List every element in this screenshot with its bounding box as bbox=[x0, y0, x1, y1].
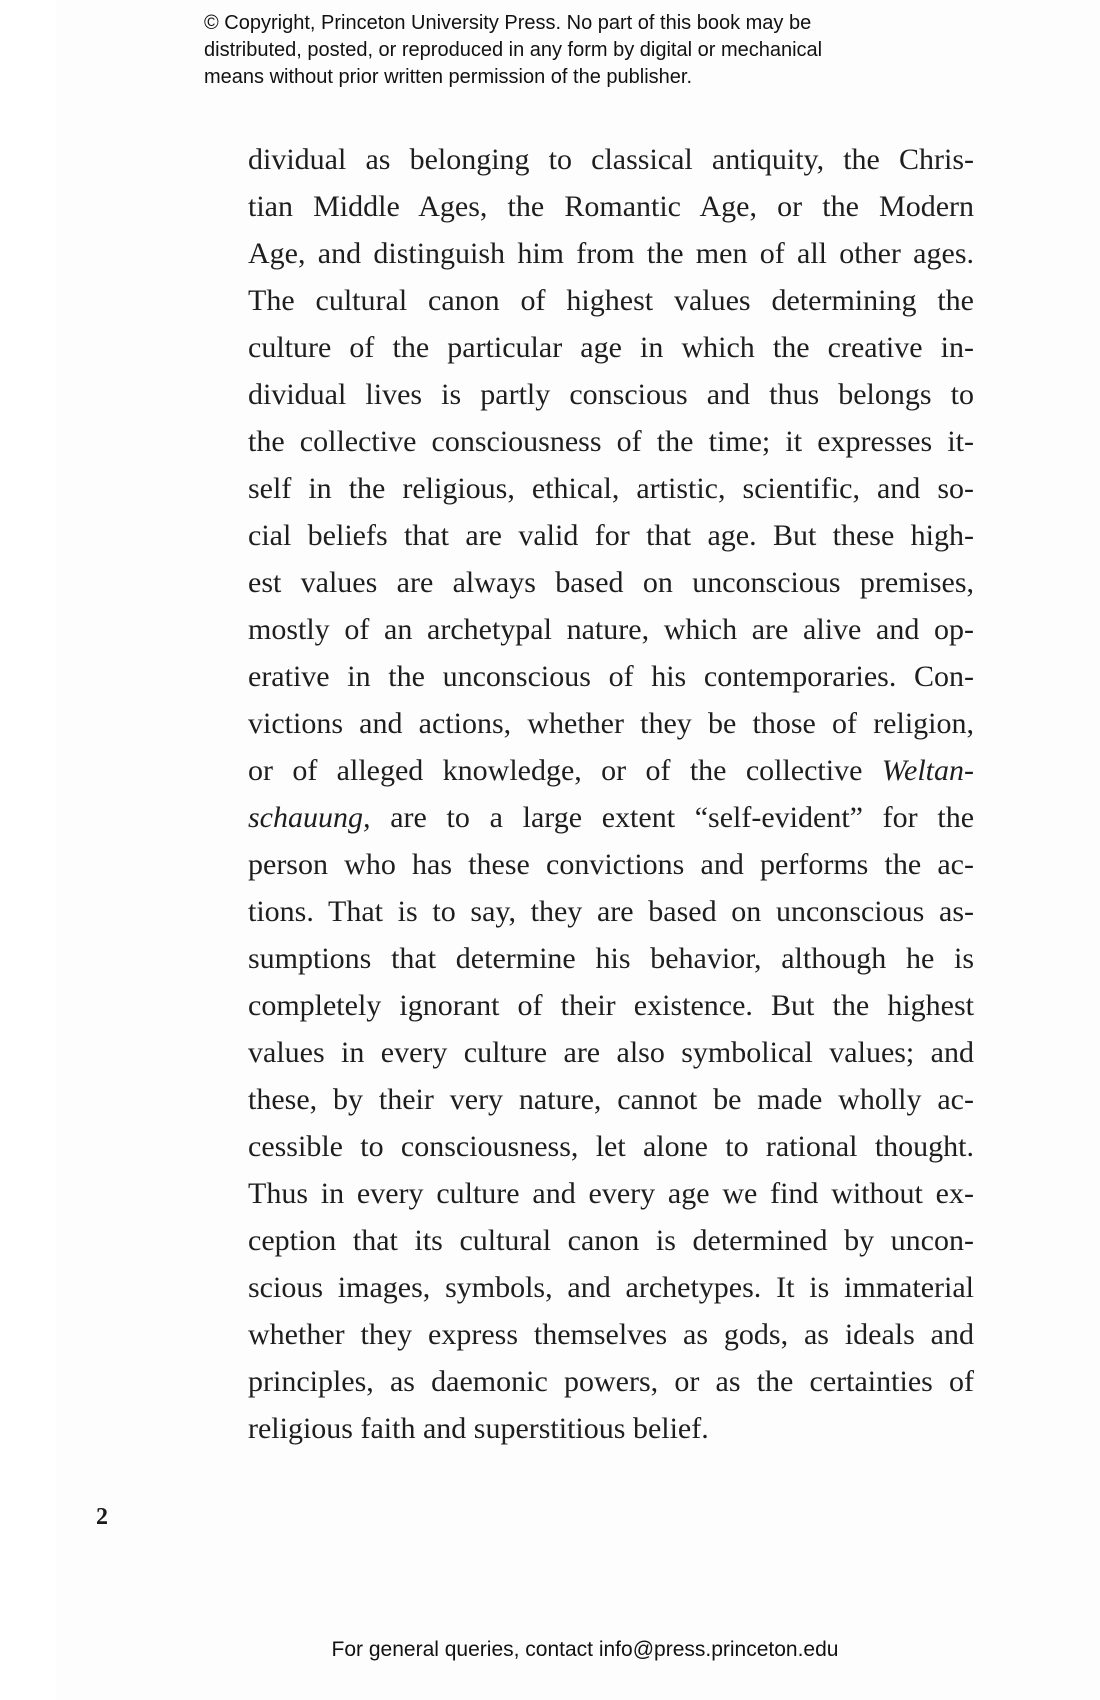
text-line: cial beliefs that are valid for that age. But these high- bbox=[248, 519, 974, 552]
text-line: the collective consciousness of the time; it expresses it- bbox=[248, 425, 974, 458]
text-line: Thus in every culture and every age we find without ex- bbox=[248, 1177, 974, 1210]
text-line: tions. That is to say, they are based on unconscious as- bbox=[248, 895, 974, 928]
text-segment: are to a large extent “self-evident” for the bbox=[390, 801, 975, 834]
page-number: 2 bbox=[96, 1504, 108, 1530]
copyright-line: © Copyright, Princeton University Press. No part of this book may be bbox=[204, 12, 812, 34]
text-line: victions and actions, whether they be those of religion, bbox=[248, 707, 974, 740]
text-line: cessible to consciousness, let alone to rational thought. bbox=[248, 1130, 974, 1163]
text-line: erative in the unconscious of his contemporaries. Con- bbox=[248, 660, 974, 693]
text-line: self in the religious, ethical, artistic, scientific, and so- bbox=[248, 472, 974, 505]
italic-term: schauung, bbox=[248, 801, 371, 834]
text-line: culture of the particular age in which the creative in- bbox=[248, 331, 974, 364]
text-line: The cultural canon of highest values determining the bbox=[248, 284, 974, 317]
copyright-notice bbox=[204, 10, 964, 91]
text-line: dividual as belonging to classical antiquity, the Chris- bbox=[248, 143, 974, 176]
text-line: whether they express themselves as gods, as ideals and bbox=[248, 1318, 974, 1351]
text-line: ception that its cultural canon is determined by uncon- bbox=[248, 1224, 974, 1257]
copyright-line: distributed, posted, or reproduced in any form by digital or mechanical bbox=[204, 39, 823, 61]
text-line: sumptions that determine his behavior, although he is bbox=[248, 942, 974, 975]
text-line: values in every culture are also symbolical values; and bbox=[248, 1036, 974, 1069]
text-line: tian Middle Ages, the Romantic Age, or the Modern bbox=[248, 190, 974, 223]
footer-contact: For general queries, contact info@press.princeton.edu bbox=[331, 1638, 839, 1661]
text-line: Age, and distinguish him from the men of all other ages. bbox=[248, 237, 974, 270]
text-line: completely ignorant of their existence. But the highest bbox=[248, 989, 974, 1022]
body-text bbox=[248, 136, 974, 1452]
text-line bbox=[248, 747, 974, 794]
text-line: these, by their very nature, cannot be made wholly ac- bbox=[248, 1083, 974, 1116]
text-segment: or of alleged knowledge, or of the collective bbox=[248, 754, 863, 787]
text-line: principles, as daemonic powers, or as the certainties of bbox=[248, 1365, 974, 1398]
text-line: person who has these convictions and performs the ac- bbox=[248, 848, 974, 881]
copyright-line: means without prior written permission of the publisher. bbox=[204, 66, 693, 88]
text-line: scious images, symbols, and archetypes. It is immaterial bbox=[248, 1271, 974, 1304]
text-line: mostly of an archetypal nature, which are alive and op- bbox=[248, 613, 974, 646]
text-line: dividual lives is partly conscious and thus belongs to bbox=[248, 378, 974, 411]
text-line: est values are always based on unconscious premises, bbox=[248, 566, 974, 599]
italic-term: Weltan- bbox=[881, 754, 974, 787]
text-line: religious faith and superstitious belief. bbox=[248, 1412, 709, 1445]
text-line bbox=[248, 794, 974, 841]
